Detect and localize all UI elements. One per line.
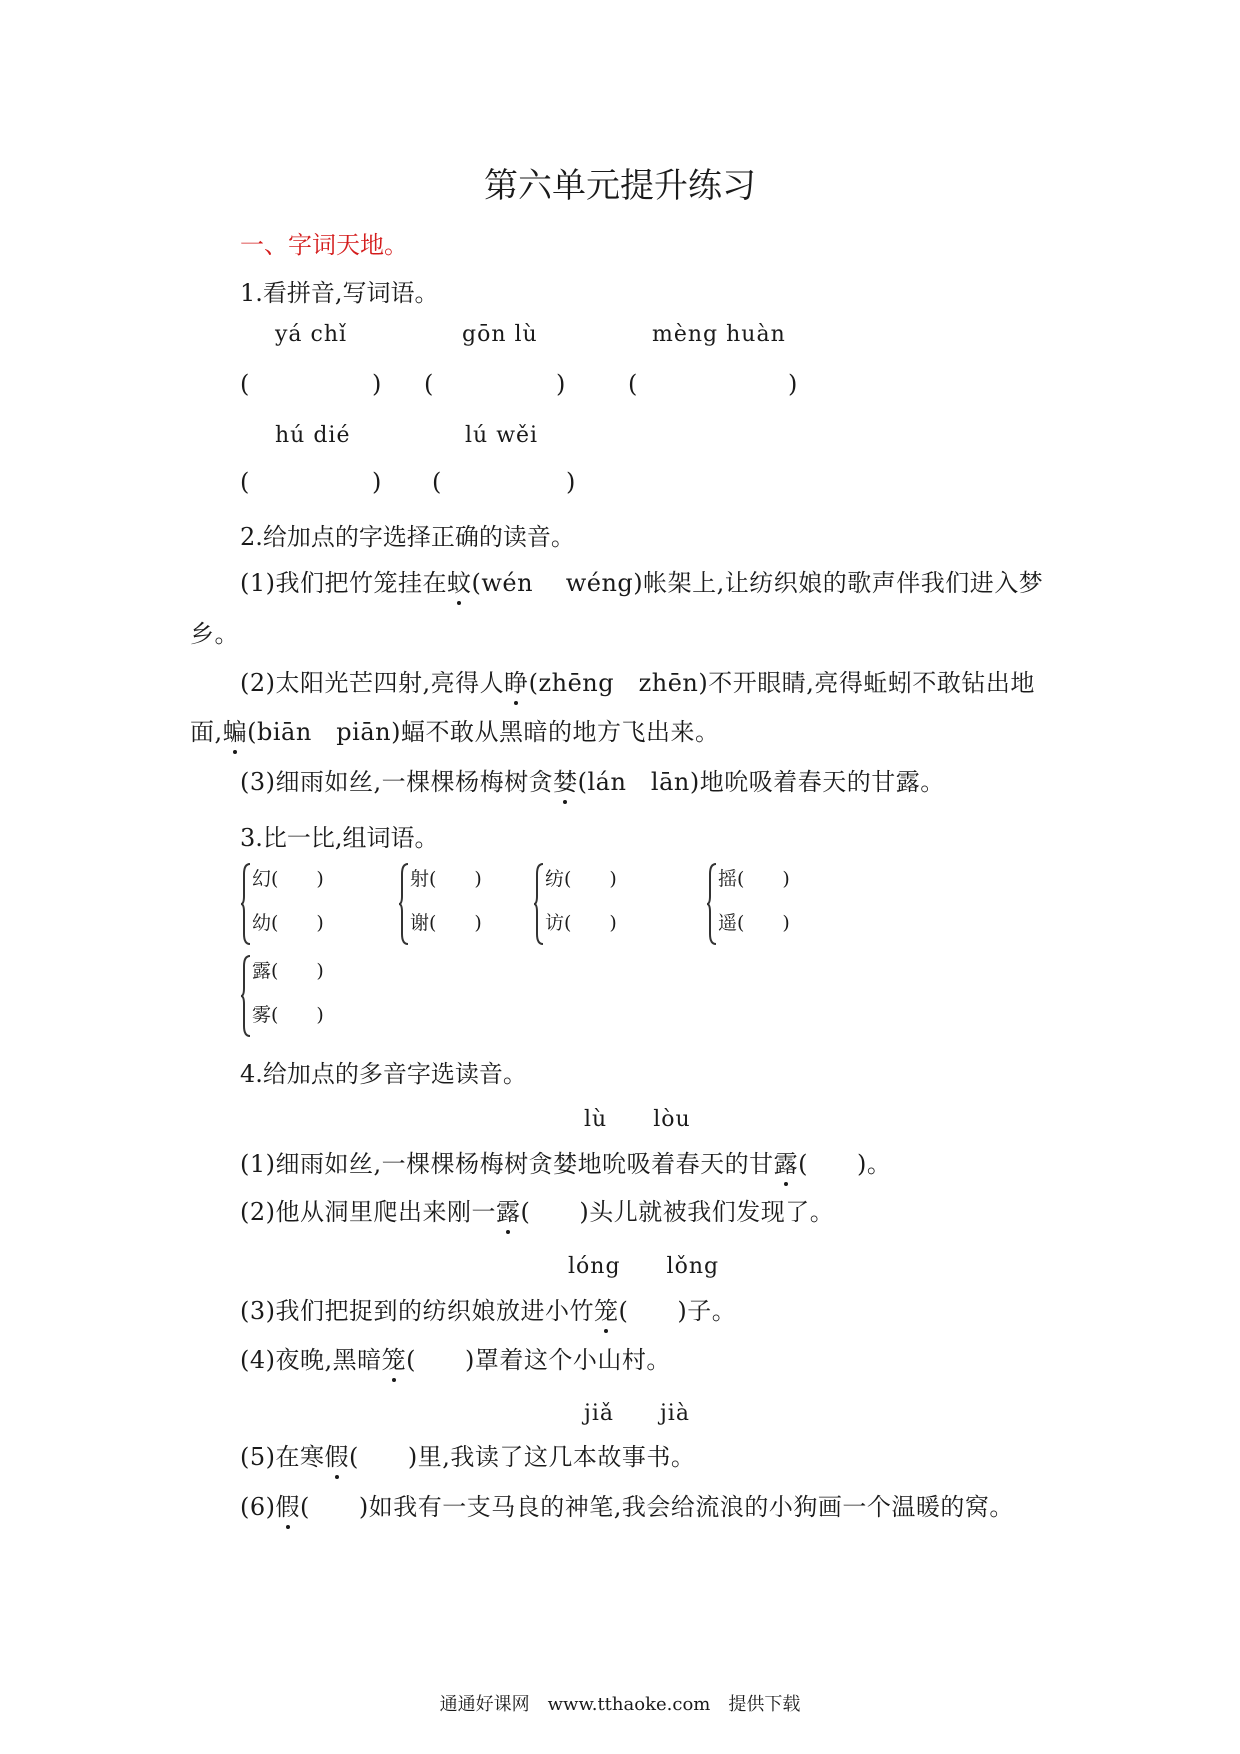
brace-icon: [533, 862, 545, 946]
answer-box-1-close: ): [372, 370, 382, 398]
compare-item: 访( ): [545, 912, 617, 934]
answer-box-1-open: (: [240, 370, 250, 398]
compare-item: 射( ): [410, 868, 482, 890]
dotted-char: 笼: [382, 1340, 407, 1375]
compare-item: 摇( ): [718, 868, 790, 890]
pinyin-4: hú dié: [275, 423, 351, 448]
answer-box-3-close: ): [788, 370, 798, 398]
compare-item: 遥( ): [718, 912, 790, 934]
q4-sentence-4: (4)夜晚,黑暗笼( )罩着这个小山村。: [240, 1340, 671, 1375]
dotted-char: 露: [496, 1192, 521, 1227]
compare-item: 雾( ): [252, 1004, 324, 1026]
q2-sentence-2: (2)太阳光芒四射,亮得人睁(zhēng zhēn)不开眼睛,亮得蚯蚓不敢钻出地: [240, 663, 1035, 698]
brace-icon: [706, 862, 718, 946]
brace-icon: [240, 954, 252, 1038]
brace-icon: [398, 862, 410, 946]
pinyin-3: mèng huàn: [652, 322, 786, 347]
section-heading: 一、字词天地。: [240, 231, 408, 259]
q2-sentence-2-cont: 面,蝙(biān piān)蝠不敢从黑暗的地方飞出来。: [190, 712, 719, 747]
compare-item: 纺( ): [545, 868, 617, 890]
compare-item: 幻( ): [252, 868, 324, 890]
compare-item: 露( ): [252, 960, 324, 982]
q4-sentence-6: (6)假( )如我有一支马良的神笔,我会给流浪的小狗画一个温暖的窝。: [240, 1487, 1014, 1522]
dotted-char: 婪: [553, 762, 578, 797]
answer-box-5-close: ): [566, 468, 576, 496]
pinyin-1: yá chǐ: [275, 322, 348, 347]
pinyin-options-3: jiǎ jià: [584, 1401, 690, 1426]
pinyin-5: lú wěi: [465, 423, 539, 448]
dotted-char: 假: [325, 1437, 350, 1472]
q4-sentence-1: (1)细雨如丝,一棵棵杨梅树贪婪地吮吸着春天的甘露( )。: [240, 1144, 891, 1179]
dotted-char: 露: [774, 1144, 799, 1179]
pinyin-options-2: lóng lǒng: [568, 1254, 720, 1279]
pinyin-2: gōn lù: [462, 322, 538, 347]
pinyin-options-1: lù lòu: [584, 1107, 691, 1132]
q2-sentence-1-cont: 乡。: [190, 620, 239, 648]
dotted-char: 蝙: [223, 712, 248, 747]
question-4-label: 4.给加点的多音字选读音。: [240, 1060, 527, 1088]
dotted-char: 睁: [504, 663, 529, 698]
answer-box-2-close: ): [556, 370, 566, 398]
answer-box-5-open: (: [432, 468, 442, 496]
page-title: 第六单元提升练习: [484, 166, 756, 206]
footer-credit: 通通好课网 www.tthaoke.com 提供下载: [439, 1694, 801, 1715]
q2-sentence-3: (3)细雨如丝,一棵棵杨梅树贪婪(lán lān)地吮吸着春天的甘露。: [240, 762, 945, 797]
dotted-char: 笼: [594, 1291, 619, 1326]
q4-sentence-2: (2)他从洞里爬出来刚一露( )头儿就被我们发现了。: [240, 1192, 834, 1227]
answer-box-2-open: (: [424, 370, 434, 398]
brace-icon: [240, 862, 252, 946]
question-3-label: 3.比一比,组词语。: [240, 824, 439, 852]
q4-sentence-5: (5)在寒假( )里,我读了这几本故事书。: [240, 1437, 695, 1472]
q4-sentence-3: (3)我们把捉到的纺织娘放进小竹笼( )子。: [240, 1291, 736, 1326]
answer-box-3-open: (: [628, 370, 638, 398]
dotted-char: 假: [276, 1487, 301, 1522]
question-2-label: 2.给加点的字选择正确的读音。: [240, 523, 575, 551]
compare-item: 谢( ): [410, 912, 482, 934]
answer-box-4-open: (: [240, 468, 250, 496]
answer-box-4-close: ): [372, 468, 382, 496]
compare-item: 幼( ): [252, 912, 324, 934]
dotted-char: 蚊: [447, 563, 472, 598]
question-1-label: 1.看拼音,写词语。: [240, 279, 439, 307]
q2-sentence-1: (1)我们把竹笼挂在蚊(wén wéng)帐架上,让纺织娘的歌声伴我们进入梦: [240, 563, 1043, 598]
